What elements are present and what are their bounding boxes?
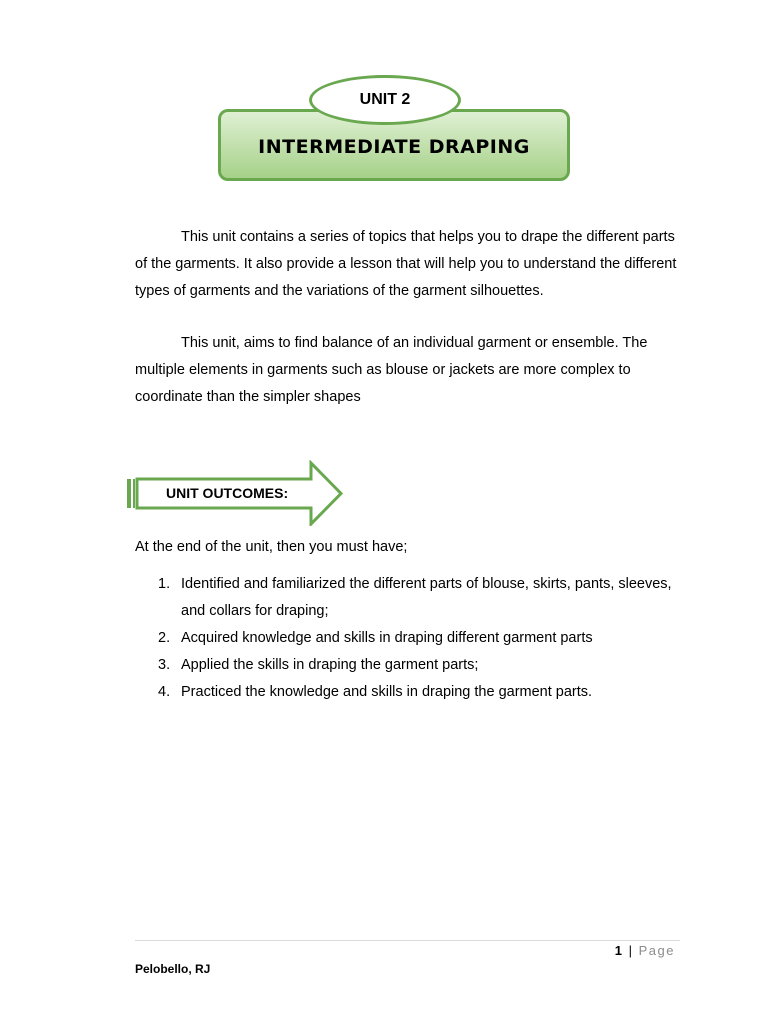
intro-paragraph-1: This unit contains a series of topics that helps you to drape the different parts of the garments. It also provide a lesson that will help you to understand the different types of garments and the variations of the garment silhouettes. (135, 229, 677, 299)
page-number-value: 1 (614, 943, 624, 958)
list-text: Identified and familiarized the different parts of blouse, skirts, pants, sleeves, and collars for draping; (181, 576, 672, 619)
intro-paragraph-2: This unit, aims to find balance of an individual garment or ensemble. The multiple elements in garments such as blouse or jackets are more complex to coordinate than the simpler shapes (135, 335, 648, 405)
page-word: Page (638, 943, 675, 958)
list-item (135, 679, 675, 706)
list-text: Practiced the knowledge and skills in draping the garment parts. (181, 684, 593, 700)
list-text: Acquired knowledge and skills in draping different garment parts (181, 630, 593, 646)
page-separator: | (628, 943, 634, 958)
list-number: 3. (158, 657, 171, 673)
list-number: 4. (158, 684, 171, 700)
outcomes-list (135, 571, 675, 706)
list-item (135, 652, 675, 679)
footer-divider (135, 940, 680, 941)
list-number: 2. (158, 630, 171, 646)
page-number (615, 943, 675, 958)
list-item (135, 571, 675, 625)
unit-label-oval (309, 75, 461, 125)
unit-outcomes-heading: UNIT OUTCOMES: (166, 485, 289, 501)
unit-label: UNIT 2 (359, 91, 411, 108)
list-item (135, 625, 675, 652)
page-title: INTERMEDIATE DRAPING (258, 136, 530, 158)
author-name: Pelobello, RJ (135, 962, 211, 976)
outcomes-intro: At the end of the unit, then you must have; (135, 539, 408, 555)
list-number: 1. (158, 576, 171, 592)
list-text: Applied the skills in draping the garment parts; (181, 657, 479, 673)
